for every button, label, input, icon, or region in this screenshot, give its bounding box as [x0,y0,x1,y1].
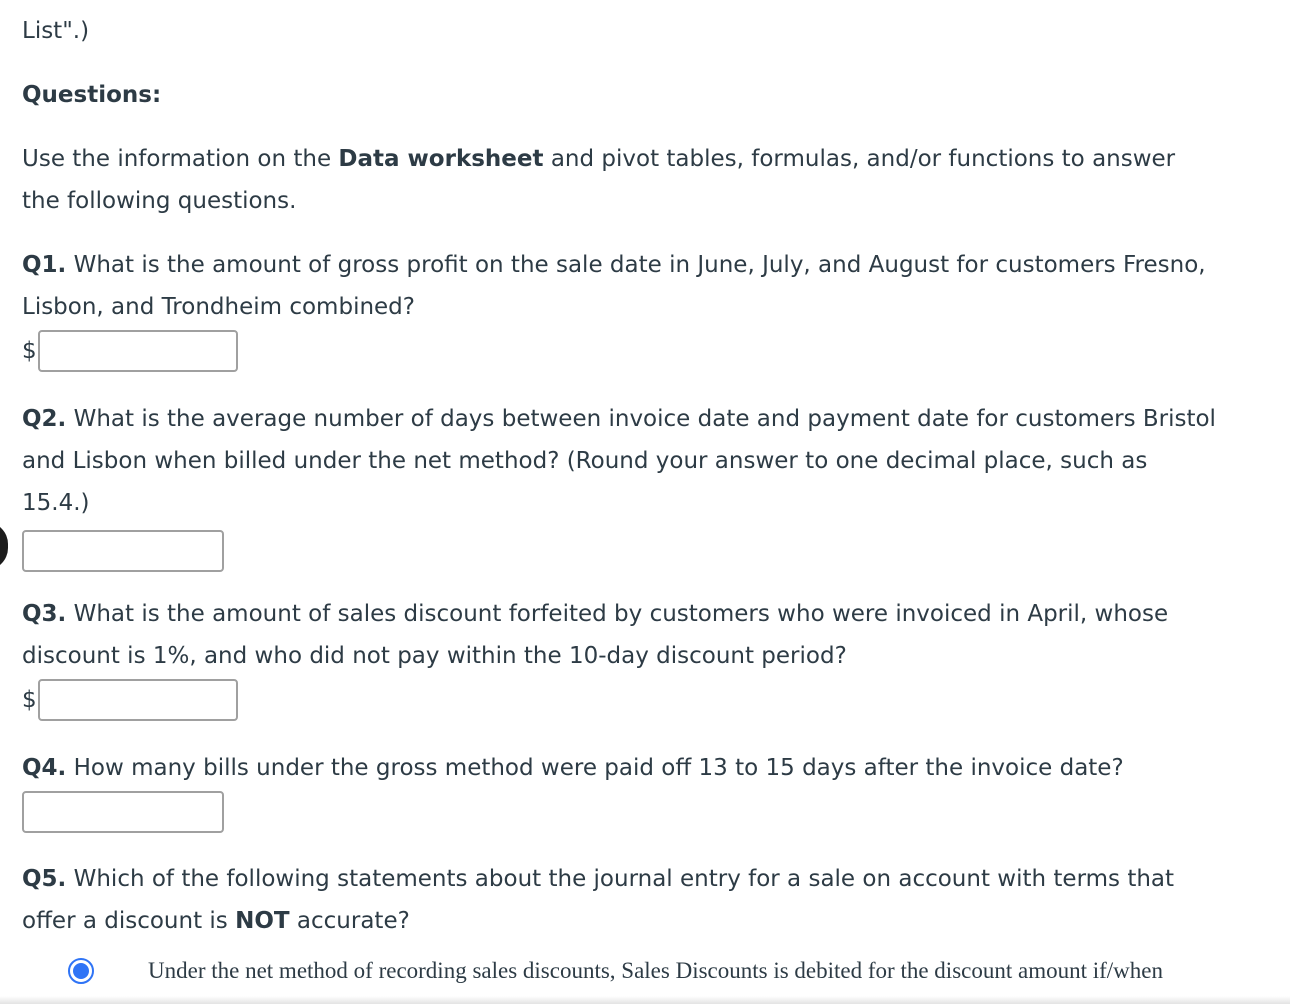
q3-answer-row [22,677,1282,723]
question-q1 [22,244,1282,374]
q1-text-line2: Lisbon, and Trondheim combined? [22,294,415,320]
intro-tail: List".) [22,18,90,44]
q3-answer-input[interactable] [38,679,238,721]
q2-text-line2: and Lisbon when billed under the net method? (Round your answer to one decimal place, such as [22,448,1148,474]
q4-answer-input[interactable] [22,791,224,833]
q1-answer-row [22,328,1282,374]
q3-label: Q3. [22,601,67,627]
question-q4 [22,747,1282,835]
q4-text-line1: How many bills under the gross method were paid off 13 to 15 days after the invoice date? [66,755,1124,781]
q1-currency: $ [22,338,37,364]
q5-line2-bold: NOT [235,908,290,934]
q1-answer-input[interactable] [38,330,238,372]
q5-label: Q5. [22,866,67,892]
q5-line2-suffix: accurate? [289,908,410,934]
q2-text-line1: What is the average number of days between invoice date and payment date for customers Bristol [66,406,1216,432]
q5-text-line1: Which of the following statements about the journal entry for a sale on account with terms that [66,866,1175,892]
instructions-bold: Data worksheet [338,146,544,172]
q5-line2-prefix: offer a discount is [22,908,236,934]
question-q5 [22,858,1282,942]
instructions-prefix: Use the information on the [22,146,339,172]
bottom-edge-shadow [0,996,1290,1004]
q3-text-line2: discount is 1%, and who did not pay within the 10-day discount period? [22,643,847,669]
q2-answer-input[interactable] [22,530,224,572]
q2-label: Q2. [22,406,67,432]
q1-text-line1: What is the amount of gross profit on the sale date in June, July, and August for customers Fresno, [66,252,1206,278]
q5-option-1-text: Under the net method of recording sales discounts, Sales Discounts is debited for the discount amount if/when [148,958,1163,983]
q2-text-line3: 15.4.) [22,490,90,516]
side-marker [0,522,8,570]
instructions [22,138,1282,222]
q4-label: Q4. [22,755,67,781]
q4-answer-row [22,789,1282,835]
q5-option-1-radio[interactable] [68,958,94,984]
q3-currency: $ [22,687,37,713]
radio-selected-dot [73,963,89,979]
instructions-line2: the following questions. [22,188,297,214]
q3-text-line1: What is the amount of sales discount forfeited by customers who were invoiced in April, whose [66,601,1169,627]
questions-heading: Questions: [22,82,162,108]
q1-label: Q1. [22,252,67,278]
question-q3 [22,593,1282,723]
instructions-suffix: and pivot tables, formulas, and/or functions to answer [543,146,1176,172]
question-q2 [22,398,1282,574]
q5-option-1[interactable] [68,958,1290,984]
q2-answer-row [22,528,1282,574]
